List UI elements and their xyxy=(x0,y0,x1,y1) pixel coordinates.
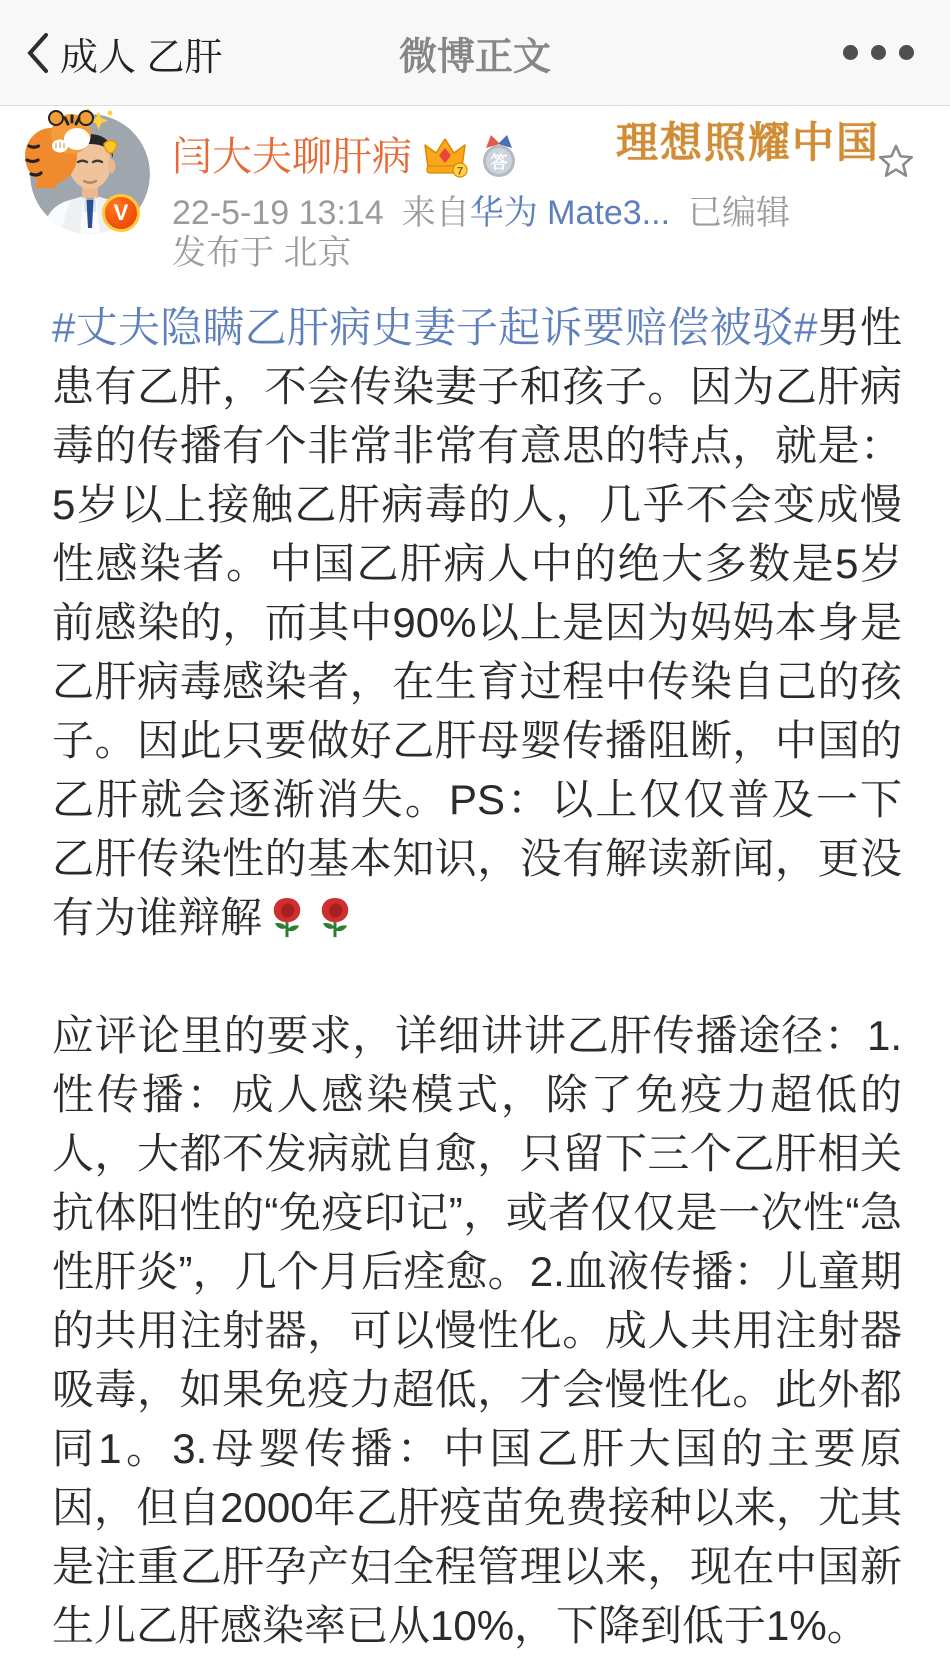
svg-text:答: 答 xyxy=(490,153,508,172)
back-label[interactable]: 成人 乙肝 xyxy=(60,36,223,79)
post-text: 应评论里的要求，详细讲讲乙肝传播途径：1.性传播：成人感染模式，除了免疫力超低的人，大都不发病就自愈，只留下三个乙肝相关抗体阳性的“免疫印记”，或者仅仅是一次性“急性肝炎”，几个月后痊愈。2.血液传播：儿童期的共用注射器，可以慢性化。成人共用注射器吸毒，如果免疫力超低，才会慢性化。此外都同1。3.母婴传播：中国乙肝大国的主要原因，但自2000年乙肝疫苗免费接种以来，尤其是注重乙肝孕产妇全程管理以来，现在中国新生儿乙肝感染率已从10%，下降到低于1%。 xyxy=(52,1012,902,1649)
avatar[interactable] xyxy=(30,114,150,234)
vip-crown-icon xyxy=(422,136,468,178)
edited-label: 已编辑 xyxy=(688,194,791,232)
dot-icon xyxy=(871,45,886,60)
hashtag-link[interactable]: #丈夫隐瞒乙肝病史妻子起诉要赔偿被驳# xyxy=(52,304,818,351)
back-button[interactable] xyxy=(24,0,223,106)
username[interactable]: 闫大夫聊肝病 xyxy=(172,135,412,179)
source-prefix: 来自 xyxy=(401,194,470,232)
post-text: 男性患有乙肝，不会传染妻子和孩子。因为乙肝病毒的传播有个非常非常有意思的特点，就是：5岁以上接触乙肝病毒的人，几乎不会变成慢性感染者。中国乙肝病人中的绝大多数是5岁前感染的，而其中90%以上是因为妈妈本身是乙肝病毒感染者，在生育过程中传染自己的孩子。因此只要做好乙肝母婴传播阻断，中国的乙肝就会逐渐消失。PS：以上仅仅普及一下乙肝传染性的基本知识，没有解读新闻，更没有为谁辩解 xyxy=(52,304,902,941)
verified-badge: V xyxy=(102,194,140,232)
post-header xyxy=(0,106,950,272)
rose-icon xyxy=(312,894,358,940)
page-title: 微博正文 xyxy=(398,36,552,78)
star-favorite-button[interactable] xyxy=(877,142,915,180)
dot-icon xyxy=(899,45,914,60)
dot-icon xyxy=(843,45,858,60)
location-label: 发布于 北京 xyxy=(172,234,352,272)
navbar xyxy=(0,0,950,106)
chevron-left-icon xyxy=(24,31,50,75)
more-menu-button[interactable] xyxy=(843,45,914,60)
svg-text:7: 7 xyxy=(456,165,464,178)
post-paragraph xyxy=(52,1006,902,1655)
timestamp: 22-5-19 13:14 xyxy=(172,194,384,232)
qa-medal-icon xyxy=(478,134,520,180)
rose-icon xyxy=(264,894,310,940)
post-paragraph xyxy=(52,298,902,947)
campaign-watermark: 理想照耀中国 xyxy=(615,121,880,167)
post-body xyxy=(0,266,950,1655)
star-icon xyxy=(877,142,915,180)
source-device-link[interactable]: 华为 Mate3... xyxy=(469,194,671,232)
post-meta xyxy=(172,193,790,233)
